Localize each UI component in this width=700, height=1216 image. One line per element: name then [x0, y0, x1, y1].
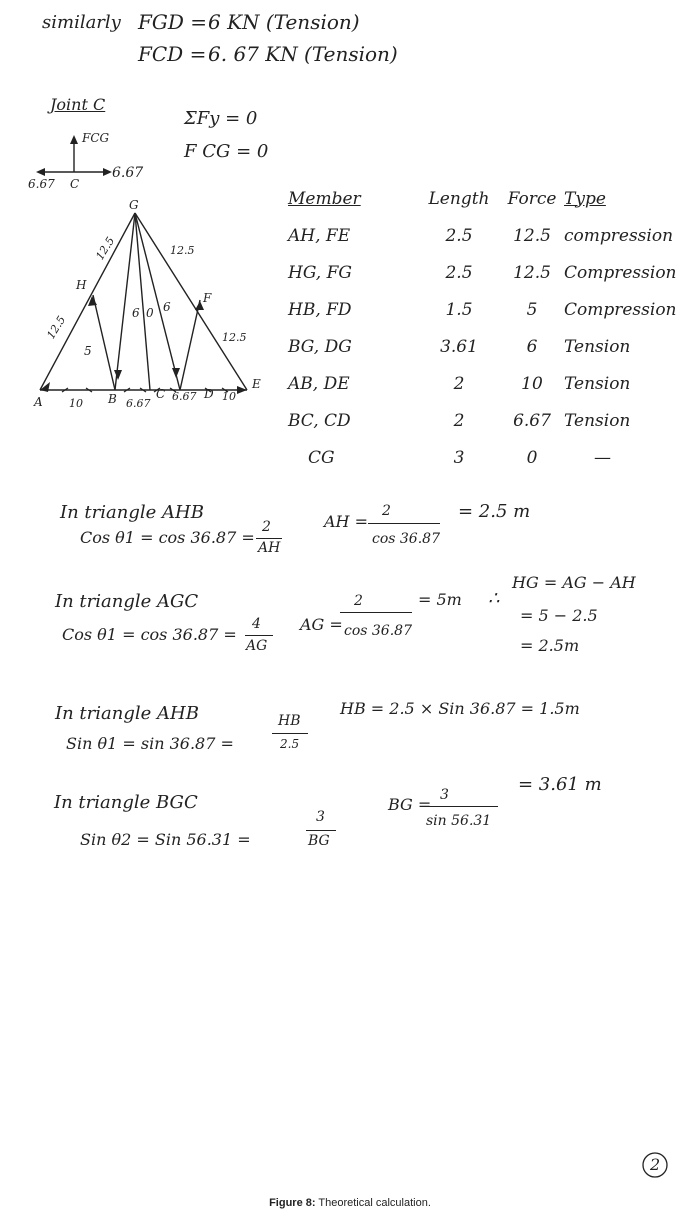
calc3-fraction-bar: [272, 733, 308, 734]
calc2-fraction-bar: [245, 635, 273, 636]
cell-force: 12.5: [513, 225, 551, 246]
calc3-result: HB = 2.5 × Sin 36.87 = 1.5m: [340, 699, 580, 718]
cell-length: 3.61: [440, 336, 478, 357]
header-type: Type: [564, 188, 606, 209]
label-gf-force: 12.5: [170, 244, 195, 257]
calc2-result-numerator: 2: [354, 593, 363, 609]
member-hb: [93, 295, 115, 390]
calc1-result-fraction-bar: [368, 523, 440, 524]
table-row: [280, 328, 694, 365]
cell-force: 6: [526, 336, 538, 357]
member-table: [280, 180, 694, 476]
cell-length: 2: [453, 373, 465, 394]
similarly-text: similarly: [42, 12, 121, 33]
label-ab-force: 10: [69, 397, 83, 410]
calc2-denominator: AG: [246, 638, 268, 654]
calc4-result-value: = 3.61 m: [518, 774, 602, 795]
fgd-value: 6 KN (Tension): [208, 10, 360, 34]
cell-member: BG, DG: [288, 336, 352, 357]
left-force-label: 6.67: [28, 177, 55, 191]
truss-diagram: [0, 0, 290, 420]
table-row: [280, 254, 694, 291]
fgd-label: FGD =: [138, 10, 208, 34]
calc2-title: In triangle AGC: [55, 591, 199, 612]
joint-c-node-label: C: [70, 177, 80, 191]
member-fd: [180, 300, 200, 390]
cell-length: 2: [453, 410, 465, 431]
joint-c-title: Joint C: [50, 95, 106, 114]
cell-force: 0: [526, 447, 538, 468]
page-number: 2: [650, 1155, 661, 1174]
calc4-result-lhs: BG =: [388, 795, 432, 814]
sum-fy-equation: ΣFy = 0: [184, 108, 258, 129]
label-dg-force: 6: [163, 300, 171, 314]
calc1-denominator: AH: [258, 540, 281, 556]
fcg-equation: F CG = 0: [184, 141, 269, 162]
header-length: Length: [428, 188, 490, 209]
calc2-numerator: 4: [252, 616, 261, 632]
node-g-label: G: [129, 198, 139, 212]
member-ag: [40, 213, 135, 390]
cell-force: 10: [521, 373, 543, 394]
arrow-bg: [114, 370, 122, 380]
calc3-denominator: 2.5: [280, 737, 300, 751]
calc3-numerator: HB: [278, 713, 301, 729]
figure-caption: [0, 1197, 700, 1209]
label-ah-force: 12.5: [44, 313, 69, 342]
cell-type: Compression: [564, 262, 677, 283]
cell-type: Tension: [564, 373, 631, 394]
calc2-result-lhs: AG =: [300, 615, 343, 634]
cell-length: 2.5: [445, 262, 473, 283]
hg-equation-line3: = 2.5m: [520, 636, 580, 655]
calc4-fraction-bar: [306, 830, 336, 831]
cell-member: AB, DE: [288, 373, 350, 394]
table-row: [280, 291, 694, 328]
cell-force: 5: [526, 299, 538, 320]
label-hg-force: 12.5: [93, 234, 118, 263]
label-cd-force: 6.67: [172, 390, 197, 403]
hg-equation-line1: HG = AG − AH: [512, 573, 636, 592]
member-ge: [135, 213, 247, 390]
figure-caption-text: Theoretical calculation.: [315, 1197, 431, 1209]
node-a-label: A: [34, 395, 43, 409]
label-bc-force: 6.67: [126, 397, 151, 410]
cell-member: HB, FD: [288, 299, 352, 320]
calc3-lhs: Sin θ1 = sin 36.87 =: [66, 734, 234, 753]
cell-type: —: [594, 447, 611, 468]
fcd-value: 6. 67 KN (Tension): [208, 42, 398, 66]
table-row: [280, 217, 694, 254]
calc1-title: In triangle AHB: [60, 502, 204, 523]
figure-caption-label: Figure 8:: [269, 1197, 316, 1209]
table-header-row: [280, 180, 694, 217]
fcg-force-label: FCG: [82, 131, 110, 145]
cell-member: HG, FG: [288, 262, 352, 283]
cell-force: 12.5: [513, 262, 551, 283]
cell-force: 6.67: [513, 410, 551, 431]
table-row: [280, 402, 694, 439]
calc4-denominator: BG: [308, 833, 330, 849]
calc4-lhs: Sin θ2 = Sin 56.31 =: [80, 830, 251, 849]
cell-length: 1.5: [445, 299, 473, 320]
cell-member: CG: [308, 447, 335, 468]
node-h-label: H: [76, 278, 87, 292]
calc1-fraction-bar: [256, 538, 282, 539]
calc4-result-denominator: sin 56.31: [426, 813, 492, 829]
node-c-label: C: [156, 387, 166, 401]
calc2-result-denominator: cos 36.87: [344, 623, 412, 639]
node-b-label: B: [108, 392, 117, 406]
cell-length: 2.5: [445, 225, 473, 246]
node-f-label: F: [203, 291, 212, 305]
header-member: Member: [288, 188, 361, 209]
label-hb-force: 5: [84, 344, 92, 358]
cell-length: 3: [453, 447, 465, 468]
cell-member: BC, CD: [288, 410, 351, 431]
calc2-lhs: Cos θ1 = cos 36.87 =: [62, 625, 237, 644]
cell-type: compression: [564, 225, 674, 246]
label-cg-force: 0: [146, 306, 154, 320]
label-bg-force: 6: [132, 306, 140, 320]
cell-type: Compression: [564, 299, 677, 320]
cell-member: AH, FE: [288, 225, 351, 246]
right-force-label: 6.67: [112, 165, 144, 181]
cell-type: Tension: [564, 336, 631, 357]
header-force: Force: [507, 188, 557, 209]
calc1-result-denominator: cos 36.87: [372, 531, 440, 547]
cell-type: Tension: [564, 410, 631, 431]
calc4-result-fraction-bar: [426, 806, 498, 807]
calc4-title: In triangle BGC: [54, 792, 198, 813]
calc1-lhs: Cos θ1 = cos 36.87 =: [80, 528, 255, 547]
label-de-force: 10: [222, 390, 236, 403]
calc2-result-value: = 5m: [418, 590, 462, 609]
label-fe-force: 12.5: [222, 331, 247, 344]
member-bg: [115, 213, 135, 390]
therefore-symbol: ∴: [488, 588, 500, 609]
arrow-dg: [172, 368, 180, 378]
node-e-label: E: [252, 377, 261, 391]
member-dg: [135, 213, 180, 390]
calc2-result-fraction-bar: [340, 612, 412, 613]
calc3-title: In triangle AHB: [55, 703, 199, 724]
fcd-label: FCD =: [138, 42, 207, 66]
calc4-numerator: 3: [316, 809, 325, 825]
calc1-result-lhs: AH =: [324, 512, 368, 531]
node-d-label: D: [204, 387, 214, 401]
calc1-result-numerator: 2: [382, 503, 391, 519]
calc1-result-value: = 2.5 m: [458, 501, 531, 522]
table-row: [280, 365, 694, 402]
hg-equation-line2: = 5 − 2.5: [520, 606, 598, 625]
table-row: [280, 439, 694, 476]
calc1-numerator: 2: [262, 519, 271, 535]
calc4-result-numerator: 3: [440, 787, 449, 803]
member-cg: [135, 213, 150, 390]
